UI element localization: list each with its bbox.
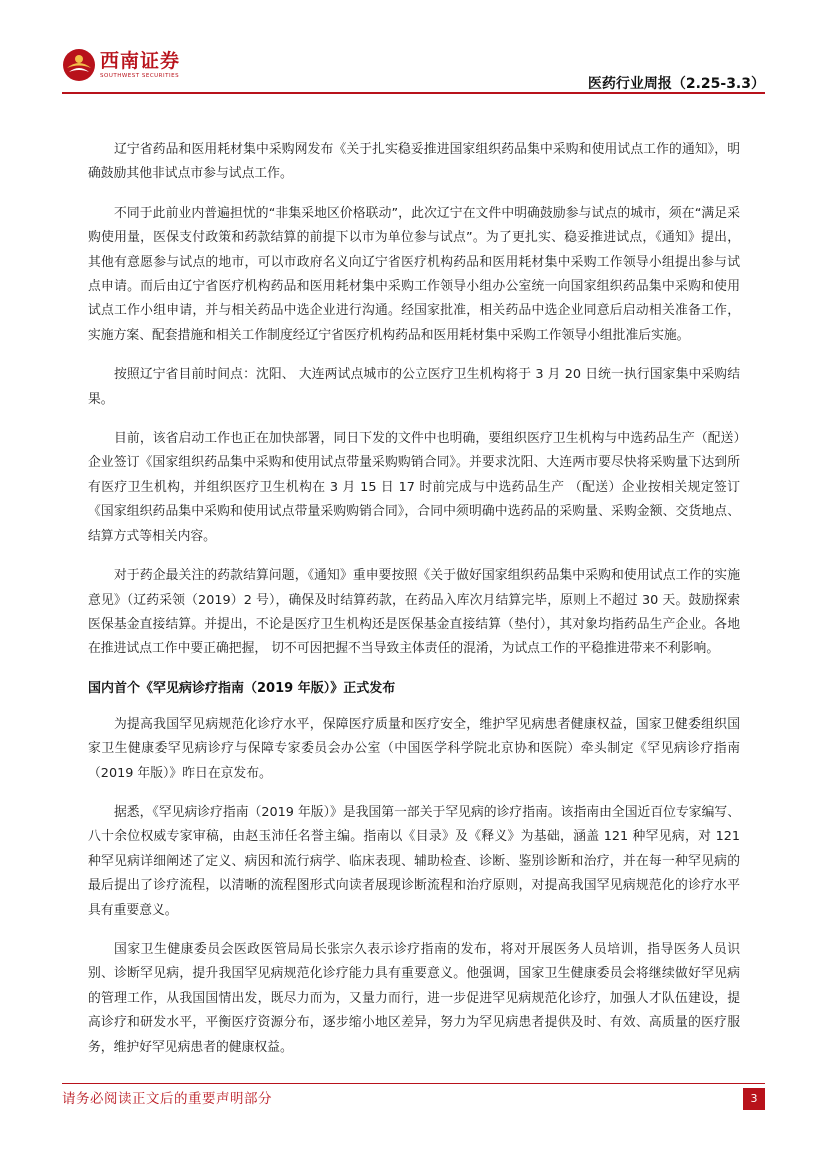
paragraph: 辽宁省药品和医用耗材集中采购网发布《关于扎实稳妥推进国家组织药品集中采购和使用试点工作的通知》，明确鼓励其他非试点市参与试点工作。	[88, 142, 740, 182]
page-header	[0, 0, 827, 100]
brand-name-cn: 西南证券	[100, 50, 181, 72]
article-body	[88, 138, 740, 1075]
paragraph: 为提高我国罕见病规范化诊疗水平，保障医疗质量和医疗安全，维护罕见病患者健康权益，国家卫健委组织国家卫生健康委罕见病诊疗与保障专家委员会办公室（中国医学科学院北京协和医院）牵头制定《罕见病诊疗指南（2019 年版）》昨日在京发布。	[88, 716, 740, 781]
paragraph: 目前，该省启动工作也正在加快部署，同日下发的文件中也明确，要组织医疗卫生机构与中选药品生产（配送）企业签订《国家组织药品集中采购和使用试点带量采购购销合同》。并要求沈阳、大连两市要尽快将采购量下达到所有医疗卫生机构，并组织医疗卫生机构在 3 月 15 日 17 时前完成与中选药品生产 （配送）企业按相关规定签订《国家组织药品集中采购和使用试点带量采购购销合同》，合同中须明确中选药品的采购量、采购金额、交货地点、结算方式等相关内容。	[88, 431, 740, 544]
footer-divider	[62, 1083, 765, 1084]
brand-name-en: SOUTHWEST SECURITIES	[100, 73, 180, 79]
report-title: 医药行业周报（2.25-3.3）	[587, 76, 765, 92]
paragraph: 据悉，《罕见病诊疗指南（2019 年版）》是我国第一部关于罕见病的诊疗指南。该指南由全国近百位专家编写、八十余位权威专家审稿，由赵玉沛任名誉主编。指南以《目录》及《释义》为基础，涵盖 121 种罕见病，对 121 种罕见病详细阐述了定义、病因和流行病学、临床表现、辅助检查、诊断、鉴别诊断和治疗，并在每一种罕见病的最后提出了诊疗流程，以清晰的流程图形式向读者展现诊断流程和治疗原则，对提高我国罕见病规范化的诊疗水平具有重要意义。	[88, 804, 740, 918]
brand-logo-icon	[62, 48, 96, 82]
page-number-badge: 3	[743, 1088, 765, 1110]
brand-logo	[62, 48, 180, 82]
paragraph: 按照辽宁省目前时间点：沈阳、 大连两试点城市的公立医疗卫生机构将于 3 月 20 日统一执行国家集中采购结果。	[88, 367, 740, 407]
header-divider	[62, 92, 765, 94]
paragraph: 国家卫生健康委员会医政医管局局长张宗久表示诊疗指南的发布，将对开展医务人员培训，指导医务人员识别、诊断罕见病，提升我国罕见病规范化诊疗能力具有重要意义。他强调，国家卫生健康委员会将继续做好罕见病的管理工作，从我国国情出发，既尽力而为，又量力而行，进一步促进罕见病规范化诊疗，加强人才队伍建设，提高诊疗和研发水平，平衡医疗资源分布，逐步缩小地区差异，努力为罕见病患者提供及时、有效、高质量的医疗服务，维护好罕见病患者的健康权益。	[88, 941, 740, 1055]
paragraph: 对于药企最关注的药款结算问题，《通知》重申要按照《关于做好国家组织药品集中采购和使用试点工作的实施意见》（辽药采领（2019）2 号），确保及时结算药款，在药品入库次月结算完毕，原则上不超过 30 天。鼓励探索医保基金直接结算。并提出，不论是医疗卫生机构还是医保基金直接结算（垫付），其对象均指药品生产企业。各地在推进试点工作中要正确把握， 切不可因把握不当导致主体责任的混淆，为试点工作的平稳推进带来不利影响。	[88, 568, 740, 657]
disclaimer-link: 请务必阅读正文后的重要声明部分	[62, 1091, 272, 1107]
paragraph: 不同于此前业内普遍担忧的“非集采地区价格联动”，此次辽宁在文件中明确鼓励参与试点的城市，须在“满足采购使用量，医保支付政策和药款结算的前提下以市为单位参与试点”。为了更扎实、稳妥推进试点，《通知》提出，其他有意愿参与试点的地市，可以市政府名义向辽宁省医疗机构药品和医用耗材集中采购工作领导小组提出参与试点申请。而后由辽宁省医疗机构药品和医用耗材集中采购工作领导小组办公室统一向国家组织药品集中采购和使用试点工作小组申请，并与相关药品中选企业进行沟通。经国家批准，相关药品中选企业同意后启动相关准备工作，实施方案、配套措施和相关工作制度经辽宁省医疗机构药品和医用耗材集中采购工作领导小组批准后实施。	[88, 205, 740, 343]
section-heading: 国内首个《罕见病诊疗指南（2019 年版）》正式发布	[88, 680, 396, 696]
